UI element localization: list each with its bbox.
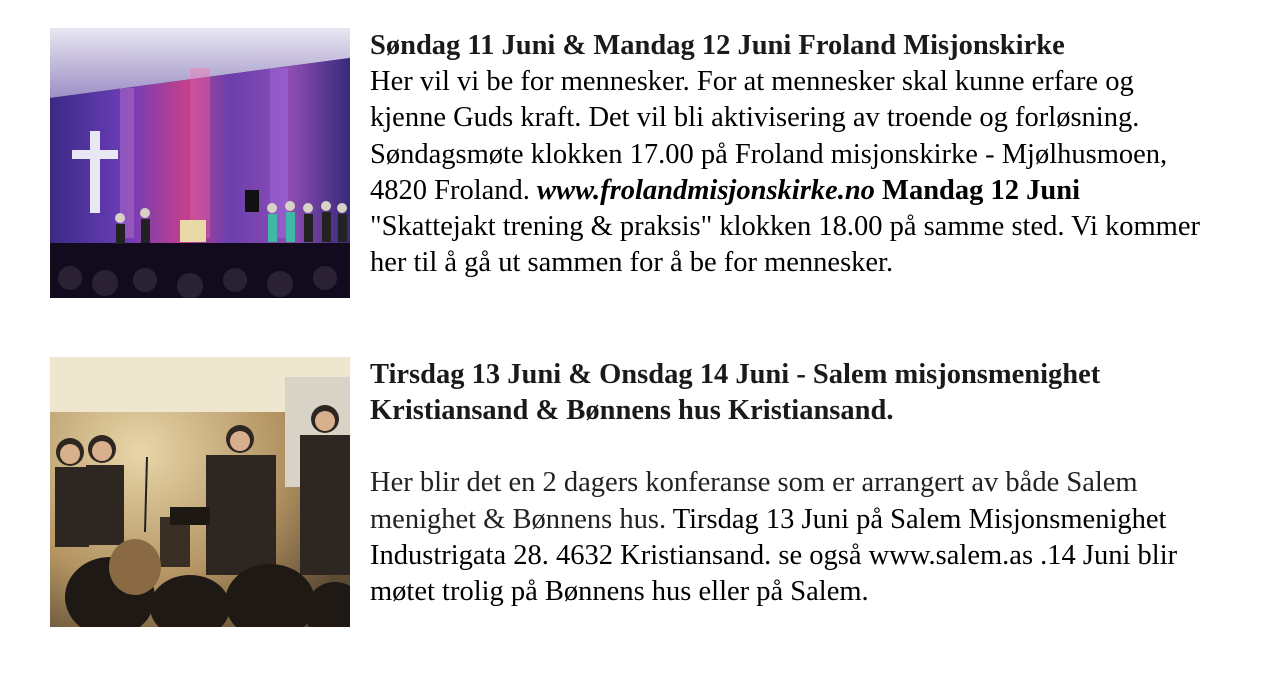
event-body: Her vil vi be for mennesker. For at mennesker skal kunne erfare og kjenne Guds kraft. Det vil bli aktivisering av troende og forløsning. Søndagsmøte klokken 17.00 på Froland misjonskirke - Mjølhusmoen, 4820 Froland. — [370, 66, 1168, 206]
event-body-intro: Her blir det en 2 dagers konferanse som er arrangert av både Salem menighet & Bønnens hus. — [370, 467, 1138, 535]
stage-illustration — [50, 28, 350, 298]
church-website-link[interactable]: www.frolandmisjonskirke.no — [537, 174, 875, 206]
event-body-details: Tirsdag 13 Juni på Salem Misjonsmenighet Industrigata 28. 4632 Kristiansand. se også www.salem.as .14 Juni blir møtet trolig på Bønnens hus eller på Salem. — [370, 503, 1178, 608]
event-description — [370, 465, 1210, 610]
monday-body: "Skattejakt trening & praksis" klokken 18.00 på samme sted. Vi kommer her til å gå ut sammen for å be for mennesker. — [370, 211, 1200, 279]
monday-heading: Mandag 12 Juni — [882, 174, 1081, 206]
event-title: Tirsdag 13 Juni & Onsdag 14 Juni - Salem misjonsmenighet Kristiansand & Bønnens hus Kristiansand. — [370, 359, 1101, 427]
event-text — [370, 28, 1210, 281]
event-text — [370, 357, 1210, 610]
event-description — [370, 64, 1210, 281]
salem-meeting-photo — [50, 357, 350, 627]
meeting-illustration — [50, 357, 350, 627]
froland-stage-photo — [50, 28, 350, 298]
event-title: Søndag 11 Juni & Mandag 12 Juni Froland Misjonskirke — [370, 30, 1065, 61]
spacer — [370, 429, 1210, 465]
